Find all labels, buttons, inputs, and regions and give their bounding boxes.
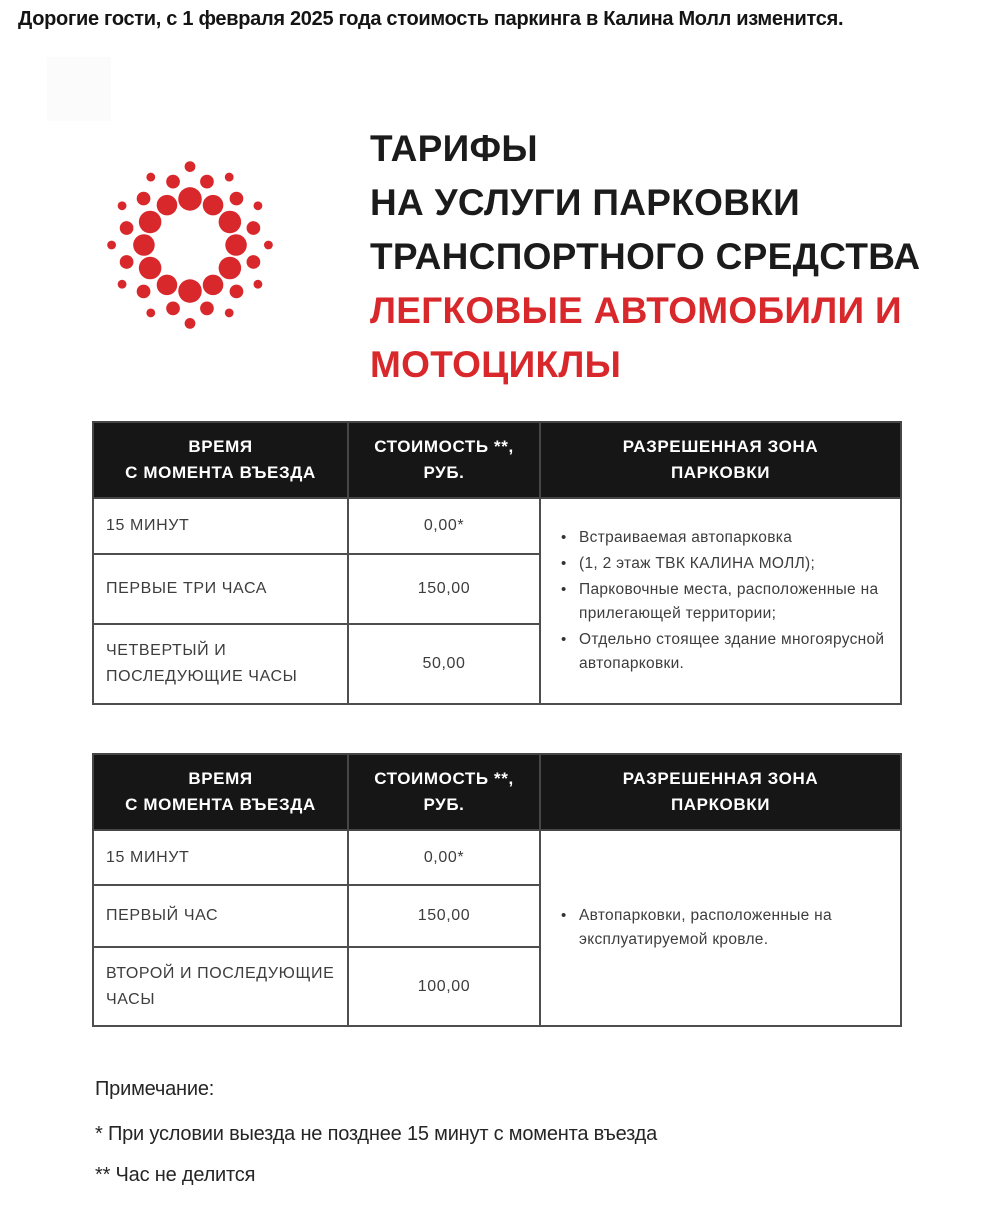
price-cell: 50,00	[348, 624, 540, 704]
zone-bullet: • Парковочные места, расположенные на прилегающей территории;	[559, 578, 890, 626]
zone-list	[559, 904, 890, 952]
header-time	[93, 422, 348, 498]
header-line: ВРЕМЯ	[188, 768, 253, 788]
zone-cell	[540, 498, 901, 704]
dots-circle-icon	[92, 147, 288, 343]
time-cell: ПЕРВЫЕ ТРИ ЧАСА	[93, 554, 348, 624]
notes-title: Примечание:	[95, 1078, 215, 1100]
title-line: НА УСЛУГИ ПАРКОВКИ	[370, 182, 801, 223]
header-line: РАЗРЕШЕННАЯ ЗОНА	[622, 768, 819, 788]
title-line: ТАРИФЫ	[370, 128, 538, 169]
price-cell: 150,00	[348, 885, 540, 947]
zone-bullet: • Встраиваемая автопарковка	[559, 526, 890, 550]
header-time	[93, 754, 348, 830]
time-cell: 15 МИНУТ	[93, 830, 348, 885]
header-line: РУБ.	[423, 463, 465, 482]
header-zone	[540, 754, 901, 830]
time-cell: ПЕРВЫЙ ЧАС	[93, 885, 348, 947]
tariff-table-indoor	[92, 421, 902, 705]
zone-list	[559, 526, 890, 676]
page-title: Дорогие гости, с 1 февраля 2025 года стоимость паркинга в Калина Молл изменится.	[18, 8, 844, 30]
title-line: ТРАНСПОРТНОГО СРЕДСТВА	[370, 236, 921, 277]
tariff-title	[370, 122, 970, 392]
zone-bullet: • Автопарковки, расположенные на эксплуатируемой кровле.	[559, 904, 890, 952]
table-header-row	[93, 422, 901, 498]
price-cell: 0,00*	[348, 830, 540, 885]
ghost-square	[47, 57, 111, 121]
header-line: ВРЕМЯ	[188, 436, 253, 456]
zone-bullet: • (1, 2 этаж ТВК КАЛИНА МОЛЛ);	[559, 552, 890, 576]
tariff-table-roof	[92, 753, 902, 1027]
header-line: РУБ.	[423, 795, 465, 814]
header-line: ПАРКОВКИ	[670, 463, 771, 482]
header-zone	[540, 422, 901, 498]
note-line: ** Час не делится	[95, 1164, 256, 1186]
header-line: СТОИМОСТЬ **,	[374, 768, 514, 788]
title-line-red: МОТОЦИКЛЫ	[370, 344, 622, 385]
header-line: ПАРКОВКИ	[670, 795, 771, 814]
header-line: С МОМЕНТА ВЪЕЗДА	[125, 795, 316, 814]
kalina-mall-logo	[92, 147, 288, 343]
time-cell: ЧЕТВЕРТЫЙ И ПОСЛЕДУЮЩИЕ ЧАСЫ	[93, 624, 348, 704]
header-price	[348, 754, 540, 830]
price-cell: 100,00	[348, 947, 540, 1026]
notes-section	[95, 1078, 895, 1205]
title-line-red: ЛЕГКОВЫЕ АВТОМОБИЛИ И	[370, 290, 902, 331]
time-cell: 15 МИНУТ	[93, 498, 348, 554]
header-line: С МОМЕНТА ВЪЕЗДА	[125, 463, 316, 482]
table-row	[93, 498, 901, 554]
table-row	[93, 830, 901, 885]
zone-bullet: • Отдельно стоящее здание многоярусной автопарковки.	[559, 628, 890, 676]
price-cell: 150,00	[348, 554, 540, 624]
header-line: РАЗРЕШЕННАЯ ЗОНА	[622, 436, 819, 456]
price-cell: 0,00*	[348, 498, 540, 554]
time-cell: ВТОРОЙ И ПОСЛЕДУЮЩИЕ ЧАСЫ	[93, 947, 348, 1026]
header-price	[348, 422, 540, 498]
table-header-row	[93, 754, 901, 830]
zone-cell	[540, 830, 901, 1026]
note-line: * При условии выезда не позднее 15 минут с момента въезда	[95, 1123, 658, 1145]
header-line: СТОИМОСТЬ **,	[374, 436, 514, 456]
